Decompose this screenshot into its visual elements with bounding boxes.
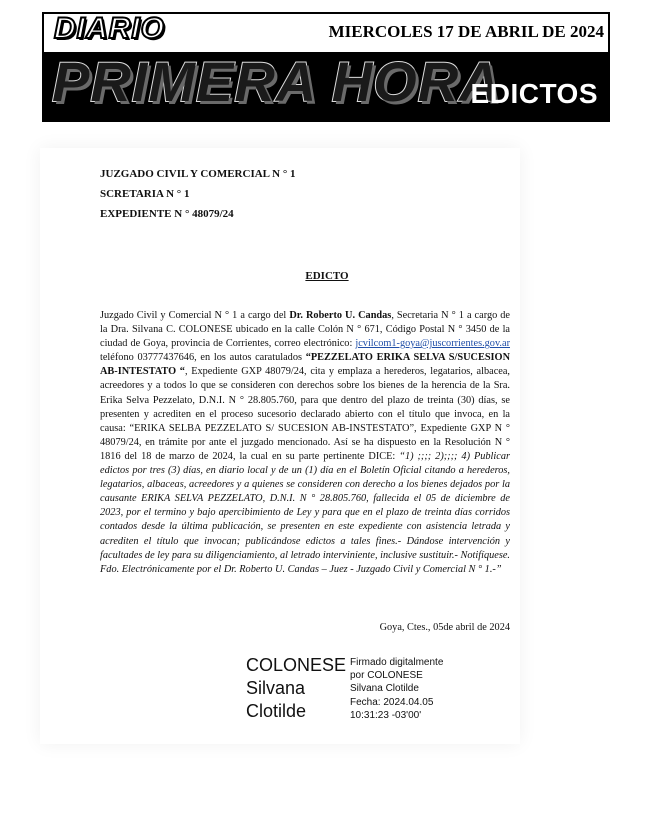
signature-detail-line: 10:31:23 -03'00' [350,709,422,721]
masthead-section: EDICTOS [470,78,598,109]
edicto-body [100,309,510,577]
signature-name-line: Clotilde [246,701,307,721]
place-date: Goya, Ctes., 05de abril de 2024 [379,622,510,633]
signature-name-line: Silvana [246,678,306,698]
masthead-title: PRIMERA HORA [52,50,501,113]
signature-detail [350,656,443,722]
court-expediente: EXPEDIENTE N ° 48079/24 [100,208,234,220]
signature-name-line: COLONESE [246,655,347,675]
body-text-segment: , Expediente GXP 48079/24, cita y emplaza a herederos, legatarios, albacea, acreedores y a todos lo que se consideren con derechos sobre los bienes de la herencia de la Sra. Erika Selva Pezzelato, D.N.I. N ° 28.805.760, para que dentro del plazo de treinta (30) días, se presenten y acrediten en el proceso sucesorio declarado abierto con el título que invoca, en la causa: “ERIKA SELBA PEZZELATO S/ SUCESION AB-INSTESTATO”, Expediente GXP N ° 48079/24, en trámite por ante el juzgado mencionado. Así se ha dispuesto en la Resolución N ° 1816 del 18 de marzo de 2024, la cual en su parte pertinente DICE: [100,366,510,462]
signature-name [246,654,346,723]
court-secretaria: SCRETARIA N ° 1 [100,188,190,200]
case-caption: “PEZZELATO ERIKA SELVA S/SUCESION AB-INTESTATO “ [100,352,511,378]
court-email-link[interactable]: jcvilcom1-goya@juscorrientes.gov.ar [355,338,510,350]
signature-detail-line: por COLONESE [350,670,423,682]
body-text-segment: teléfono 03777437646, en los autos caratulados [100,352,306,364]
court-name: JUZGADO CIVIL Y COMERCIAL N ° 1 [100,168,296,180]
edicto-title: EDICTO [305,270,349,282]
judge-name: Dr. Roberto U. Candas [289,310,392,321]
resolution-quote: “1) ;;;; 2);;;; 4) Publicar edictos por tres (3) días, en diario local y de un (1) día en el Boletín Oficial citando a herederos, legatarios, albaceas, acreedores y a quienes se consideren con derecho a los bienes dejados por la causante ERIKA SELVA PEZZELATO, D.N.I. N ° 28.805.760, fallecida el 05 de diciembre de 2023, por el termino y bajo apercibimiento de Ley y para que en el plazo de treinta días corridos contados desde la última publicación, se presenten en este expediente con asistencia letrada y acrediten el título que invocan; publicándose edictos a tales fines.- Dándose intervención y facultades de ley para su diligenciamiento, al letrado interviniente, inclusive sustituir.- Notifíquese. Fdo. Electrónicamente por el Dr. Roberto U. Candas – Juez - Juzgado Civil y Comercial N ° 1.-” [100,450,510,575]
masthead-diario: DIARIO [54,12,165,45]
signature-detail-line: Firmado digitalmente [350,657,444,668]
body-text-segment: Juzgado Civil y Comercial N ° 1 a cargo del [100,310,290,321]
signature-detail-line: Silvana Clotilde [350,683,419,695]
masthead-date: MIERCOLES 17 DE ABRIL DE 2024 [328,22,604,41]
signature-detail-line: Fecha: 2024.04.05 [350,696,434,708]
body-text-segment: , Secretaria N ° 1 a cargo de la Dra. Silvana C. COLONESE ubicado en la calle Colón N ° 671, Código Postal N ° 3450 de la ciudad de Goya, provincia de Corrientes, correo electrónico: [100,310,510,350]
